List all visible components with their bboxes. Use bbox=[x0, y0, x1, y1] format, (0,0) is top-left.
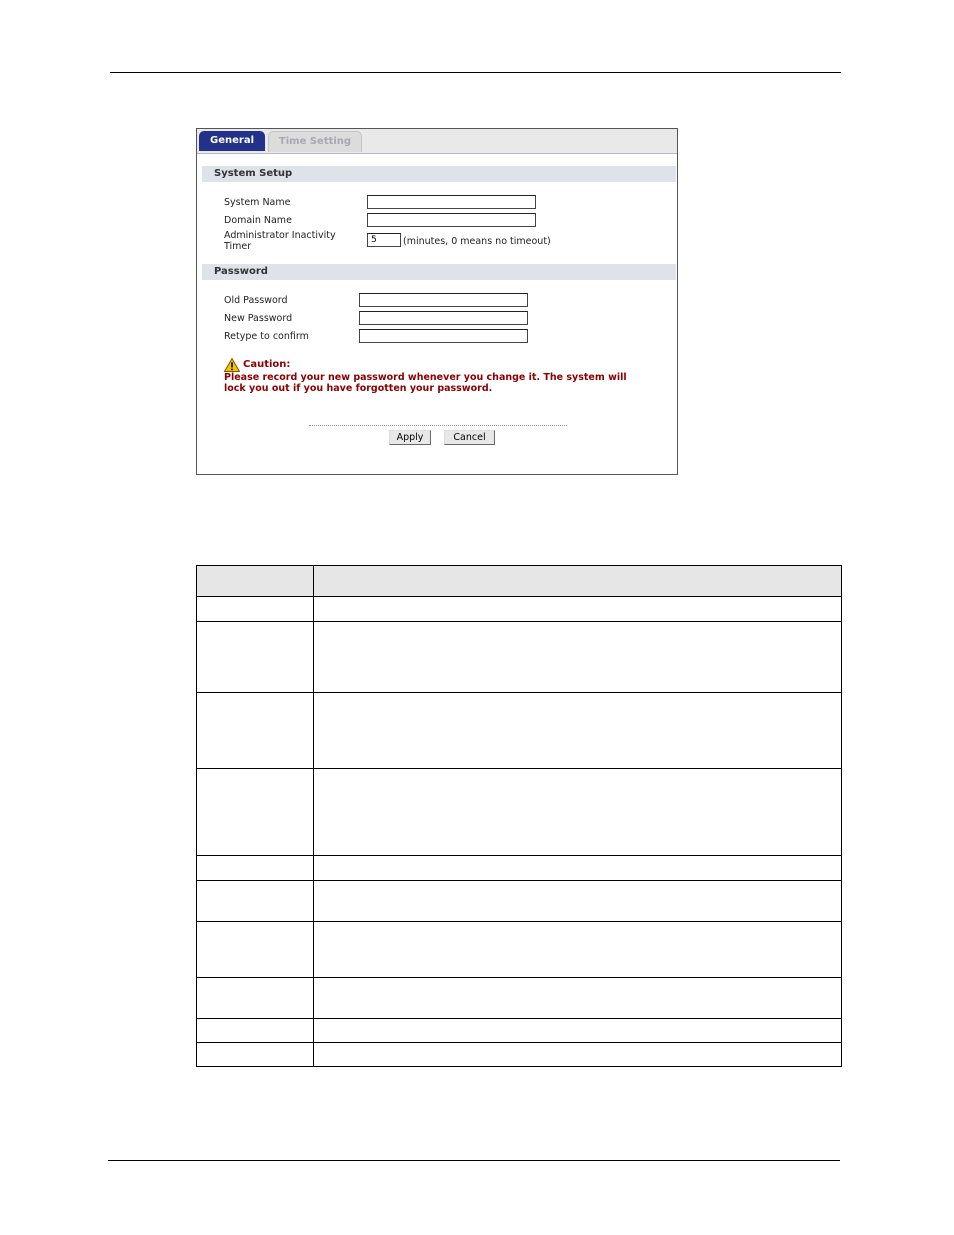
footer-rule bbox=[108, 1160, 840, 1161]
system-name-label: System Name bbox=[224, 197, 291, 208]
old-password-label: Old Password bbox=[224, 295, 288, 306]
caution-message-line1: Please record your new password whenever you change it. The system will bbox=[224, 372, 627, 383]
inactivity-timer-label bbox=[224, 230, 336, 252]
inactivity-timer-label-line2: Timer bbox=[224, 241, 252, 252]
inactivity-timer-label-line1: Administrator Inactivity bbox=[224, 230, 336, 241]
tab-time-setting[interactable]: Time Setting bbox=[268, 131, 362, 152]
system-general-screen bbox=[196, 128, 678, 475]
cancel-button[interactable]: Cancel bbox=[444, 430, 495, 445]
section-system-setup: System Setup bbox=[202, 166, 676, 182]
old-password-input[interactable] bbox=[359, 293, 528, 307]
domain-name-input[interactable] bbox=[367, 213, 536, 227]
new-password-label: New Password bbox=[224, 313, 293, 324]
table-row bbox=[197, 597, 842, 622]
section-password: Password bbox=[202, 264, 676, 280]
table-header-row bbox=[197, 566, 842, 597]
caution-message-line2: lock you out if you have forgotten your password. bbox=[224, 383, 493, 394]
field-description-table bbox=[196, 565, 842, 1067]
table-row bbox=[197, 693, 842, 769]
table-row bbox=[197, 978, 842, 1019]
table-row bbox=[197, 881, 842, 922]
table-row bbox=[197, 856, 842, 881]
tab-bar bbox=[197, 129, 677, 154]
system-name-input[interactable] bbox=[367, 195, 536, 209]
caution-title: Caution: bbox=[243, 359, 291, 370]
inactivity-timer-input[interactable] bbox=[367, 233, 401, 247]
table-row bbox=[197, 922, 842, 978]
button-divider bbox=[309, 425, 567, 426]
domain-name-label: Domain Name bbox=[224, 215, 292, 226]
caution-message bbox=[224, 372, 664, 394]
header-rule bbox=[110, 72, 841, 73]
warning-icon bbox=[224, 358, 240, 372]
table-row bbox=[197, 622, 842, 693]
table-row bbox=[197, 1043, 842, 1067]
tab-general[interactable]: General bbox=[199, 131, 265, 151]
table-row bbox=[197, 769, 842, 856]
apply-button[interactable]: Apply bbox=[389, 430, 431, 445]
new-password-input[interactable] bbox=[359, 311, 528, 325]
retype-password-input[interactable] bbox=[359, 329, 528, 343]
retype-password-label: Retype to confirm bbox=[224, 331, 309, 342]
inactivity-timer-hint: (minutes, 0 means no timeout) bbox=[403, 236, 551, 247]
table-row bbox=[197, 1019, 842, 1043]
